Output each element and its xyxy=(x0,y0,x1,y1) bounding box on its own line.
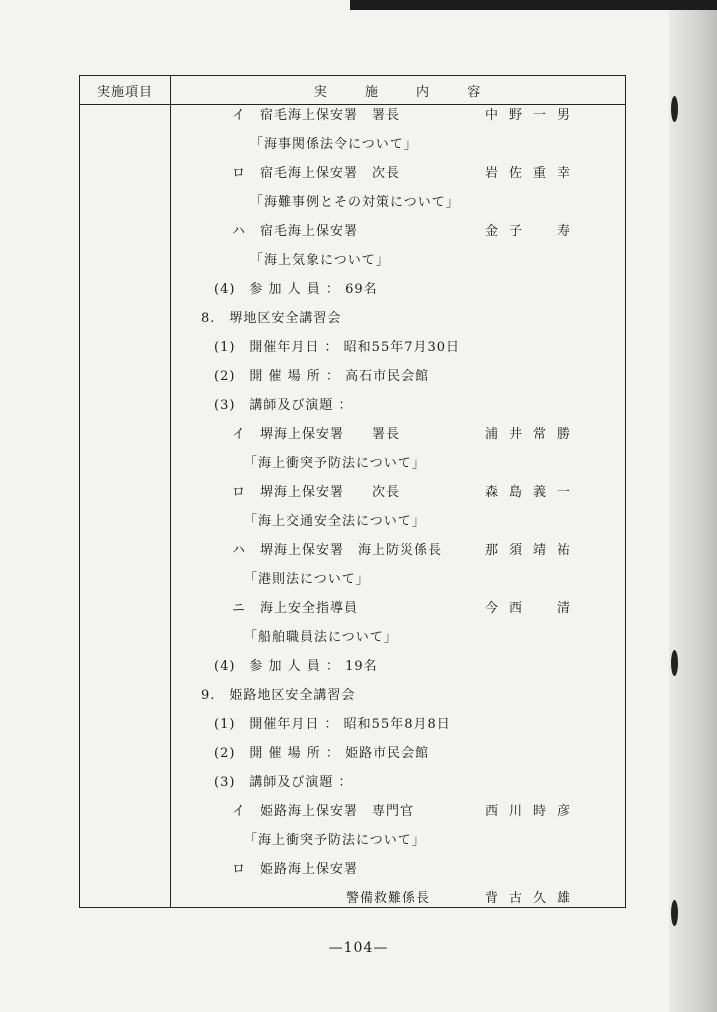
lecturer-name: 中野一男 xyxy=(485,108,582,123)
lecturer-line: イ 宿毛海上保安署 署長 xyxy=(232,108,401,123)
participant-count: (4) 参 加 人 員 ： 69名 xyxy=(214,282,378,297)
lecture-title: 「海上交通安全法について」 xyxy=(244,514,426,529)
header-divider xyxy=(80,104,625,105)
scan-page-edge xyxy=(669,10,717,1012)
lecture-title: 「海事関係法令について」 xyxy=(250,137,418,152)
binder-hole-mark xyxy=(671,900,678,926)
binder-hole-mark xyxy=(671,650,678,676)
lecturer-line: ロ 姫路海上保安署 xyxy=(232,862,359,877)
lecturer-name: 西川時彦 xyxy=(485,804,582,819)
lecturer-name: 岩佐重幸 xyxy=(485,166,582,181)
lecture-title: 「海難事例とその対策について」 xyxy=(250,195,460,210)
section-heading: 9. 姫路地区安全講習会 xyxy=(201,688,356,703)
lecturer-line: ロ 堺海上保安署 次長 xyxy=(232,485,401,500)
lecturer-name: 金子 寿 xyxy=(485,224,582,239)
lecture-title: 「海上衝突予防法について」 xyxy=(244,456,426,471)
event-venue: (2) 開 催 場 所 ： 高石市民会館 xyxy=(214,369,430,384)
page-number: —104— xyxy=(328,940,389,956)
lecturer-line: ニ 海上安全指導員 xyxy=(232,601,359,616)
lecture-title: 「海上衝突予防法について」 xyxy=(244,833,426,848)
event-date: (1) 開催年月日 ： 昭和55年8月8日 xyxy=(214,717,451,732)
column-header-item: 実施項目 xyxy=(96,84,153,100)
lecturer-name: 浦井常勝 xyxy=(485,427,582,442)
column-header-content: 実 施 内 容 xyxy=(313,84,483,100)
binder-hole-mark xyxy=(671,96,678,122)
scan-shadow-top xyxy=(350,0,717,10)
lecturers-heading: (3) 講師及び演題 ： xyxy=(214,775,353,790)
lecturers-heading: (3) 講師及び演題 ： xyxy=(214,398,353,413)
lecturer-position: 警備救難係長 xyxy=(346,891,431,906)
section-heading: 8. 堺地区安全講習会 xyxy=(201,311,342,326)
lecturer-name: 那須靖祐 xyxy=(485,543,582,558)
lecturer-line: イ 姫路海上保安署 専門官 xyxy=(232,804,415,819)
lecturer-line: イ 堺海上保安署 署長 xyxy=(232,427,401,442)
event-date: (1) 開催年月日 ： 昭和55年7月30日 xyxy=(214,340,461,355)
lecture-title: 「海上気象について」 xyxy=(250,253,390,268)
column-divider xyxy=(170,76,171,907)
lecture-title: 「港則法について」 xyxy=(244,572,370,587)
lecturer-name: 今西 清 xyxy=(485,601,582,616)
lecturer-name: 背古久雄 xyxy=(485,891,582,906)
participant-count: (4) 参 加 人 員 ： 19名 xyxy=(214,659,378,674)
lecture-title: 「船舶職員法について」 xyxy=(244,630,398,645)
lecturer-line: ハ 堺海上保安署 海上防災係長 xyxy=(232,543,443,558)
lecturer-line: ロ 宿毛海上保安署 次長 xyxy=(232,166,401,181)
lecturer-name: 森島義一 xyxy=(485,485,582,500)
lecturer-line: ハ 宿毛海上保安署 xyxy=(232,224,359,239)
event-venue: (2) 開 催 場 所 ： 姫路市民会館 xyxy=(214,746,430,761)
